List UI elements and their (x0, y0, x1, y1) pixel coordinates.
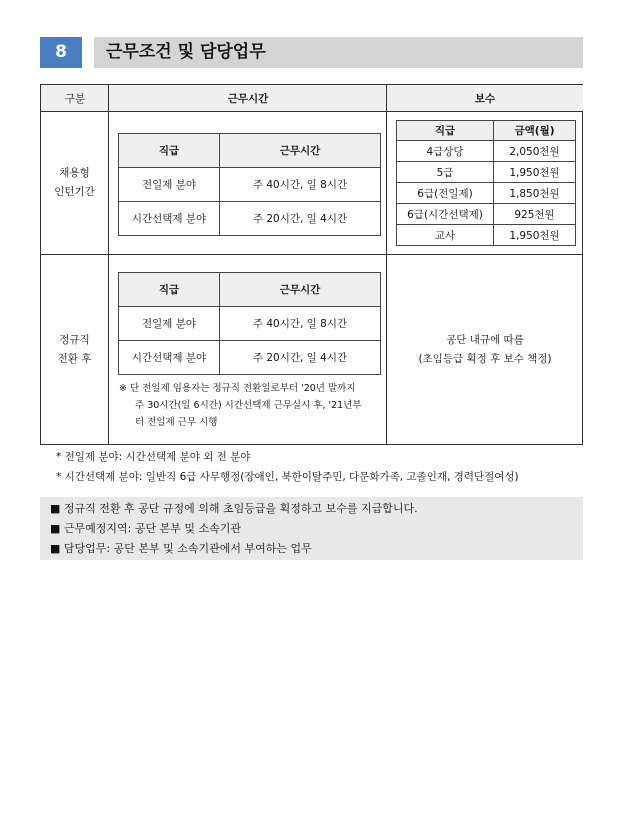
footnotes (56, 447, 519, 487)
footnote-fulltime: * 전일제 분야: 시간선택제 분야 외 전 분야 (56, 451, 251, 463)
transition-note (119, 380, 385, 431)
note-line: 주 30시간(일 6시간) 시간선택제 근무실시 후, '21년부 (135, 400, 362, 411)
row-intern-label-2: 인턴기간 (54, 186, 95, 198)
pay-cell: 925천원 (494, 204, 576, 225)
hours-cell: 주 40시간, 일 8시간 (220, 307, 381, 341)
hours-cell: 전일제 분야 (119, 168, 220, 202)
pay-cell: 4급상당 (397, 141, 494, 162)
pay-cell: 6급(시간선택제) (397, 204, 494, 225)
pay-cell: 1,950천원 (494, 225, 576, 246)
hours-cell: 전일제 분야 (119, 307, 220, 341)
row-intern-label-1: 채용형 (59, 167, 90, 179)
pay-cell: 1,950천원 (494, 162, 576, 183)
pay-cell: 5급 (397, 162, 494, 183)
note-line: 터 전일제 근무 시행 (135, 417, 218, 428)
regular-pay (387, 255, 583, 444)
hours-cell: 주 20시간, 일 4시간 (220, 341, 381, 375)
hours-cell: 주 40시간, 일 8시간 (220, 168, 381, 202)
header-category: 구분 (41, 85, 109, 111)
hours-col-hours: 근무시간 (220, 273, 381, 307)
row-regular-label-1: 정규직 (59, 333, 90, 346)
hours-cell: 시간선택제 분야 (119, 341, 220, 375)
intern-hours-table (118, 133, 381, 236)
pay-cell: 교사 (397, 225, 494, 246)
header-pay: 보수 (387, 85, 583, 111)
conditions-table (40, 84, 583, 445)
summary-box (40, 497, 583, 560)
hours-cell: 시간선택제 분야 (119, 202, 220, 236)
pay-cell: 6급(전일제) (397, 183, 494, 204)
bullet-location: ■ 근무예정지역: 공단 본부 및 소속기관 (50, 522, 241, 535)
section-number: 8 (40, 37, 82, 68)
regular-pay-line-1: 공단 내규에 따름 (446, 333, 524, 346)
pay-cell: 1,850천원 (494, 183, 576, 204)
section-header (40, 37, 583, 68)
bullet-duty: ■ 담당업무: 공단 본부 및 소속기관에서 부여하는 업무 (50, 542, 312, 555)
intern-pay-table (396, 120, 576, 246)
section-title: 근무조건 및 담당업무 (94, 37, 583, 68)
bullet-pay: ■ 정규직 전환 후 공단 규정에 의해 초임등급을 획정하고 보수를 지급합니다. (50, 502, 418, 515)
header-hours: 근무시간 (109, 85, 387, 111)
note-line: ※ 단 전일제 임용자는 정규직 전환일로부터 '20년 말까지 (119, 383, 356, 394)
row-intern-category (41, 112, 108, 254)
footnote-parttime: * 시간선택제 분야: 일반직 6급 사무행정(장애인, 북한이탈주민, 다문화가족, 고졸인재, 경력단절여성) (56, 471, 519, 483)
hours-col-grade: 직급 (119, 273, 220, 307)
regular-hours-table (118, 272, 381, 375)
pay-cell: 2,050천원 (494, 141, 576, 162)
hours-cell: 주 20시간, 일 4시간 (220, 202, 381, 236)
pay-col-amount: 금액(월) (494, 121, 576, 141)
regular-pay-line-2: (초임등급 획정 후 보수 책정) (418, 352, 552, 365)
pay-col-grade: 직급 (397, 121, 494, 141)
hours-col-hours: 근무시간 (220, 134, 381, 168)
hours-col-grade: 직급 (119, 134, 220, 168)
row-regular-category (41, 255, 108, 444)
row-regular-label-2: 전환 후 (57, 352, 92, 365)
